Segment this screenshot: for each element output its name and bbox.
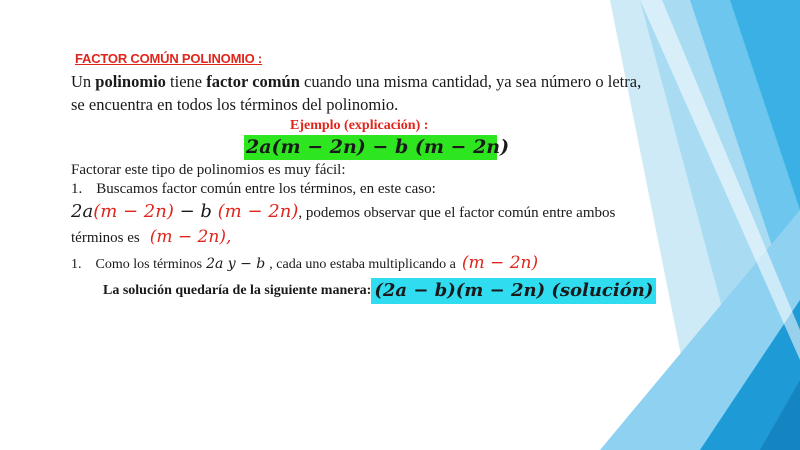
definition-bold-term: factor común	[206, 72, 300, 91]
intro-text: Factorar este tipo de polinomios es muy fácil:	[71, 162, 346, 178]
terms-line	[71, 227, 231, 247]
example-expression: 2a(m − 2n) − b (m − 2n)	[246, 136, 510, 158]
definition-line-2: se encuentra en todos los términos del polinomio.	[71, 95, 399, 114]
terms-common-factor: (m − 2n),	[149, 227, 232, 247]
step-1	[71, 181, 436, 198]
expr-term: − b	[173, 201, 218, 222]
section-title: FACTOR COMÚN POLINOMIO :	[75, 51, 263, 66]
definition-bold-term: polinomio	[95, 72, 166, 91]
expr-common-factor: (m − 2n)	[93, 201, 174, 222]
step-number: 1.	[71, 257, 82, 272]
expr-explanation: , podemos observar que el factor común entre ambos	[298, 205, 616, 221]
step-2	[71, 253, 538, 273]
step-text: Buscamos factor común entre los términos, en este caso:	[96, 181, 436, 197]
definition-line-1	[71, 72, 641, 92]
step-common-factor: (m − 2n)	[461, 253, 539, 273]
expr-common-factor: (m − 2n)	[217, 201, 299, 222]
step-text: , cada uno estaba multiplicando a	[269, 257, 456, 272]
step-number: 1.	[71, 181, 83, 197]
step-text: Como los términos	[95, 257, 203, 272]
solution-expression: (2a − b)(m − 2n) (solución)	[371, 278, 656, 304]
expression-line	[71, 201, 615, 222]
step-variables: 2a y − b	[206, 256, 266, 272]
definition-text: tiene	[165, 72, 207, 91]
expr-term: 2a	[71, 201, 94, 222]
example-heading: Ejemplo (explicación) :	[290, 118, 429, 133]
definition-text: cuando una misma cantidad, ya sea número o letra,	[299, 72, 642, 91]
terms-text: términos es	[71, 230, 140, 246]
solution-line	[103, 278, 656, 304]
definition-text: Un	[71, 72, 96, 91]
solution-label: La solución quedaría de la siguiente manera:	[103, 283, 372, 298]
